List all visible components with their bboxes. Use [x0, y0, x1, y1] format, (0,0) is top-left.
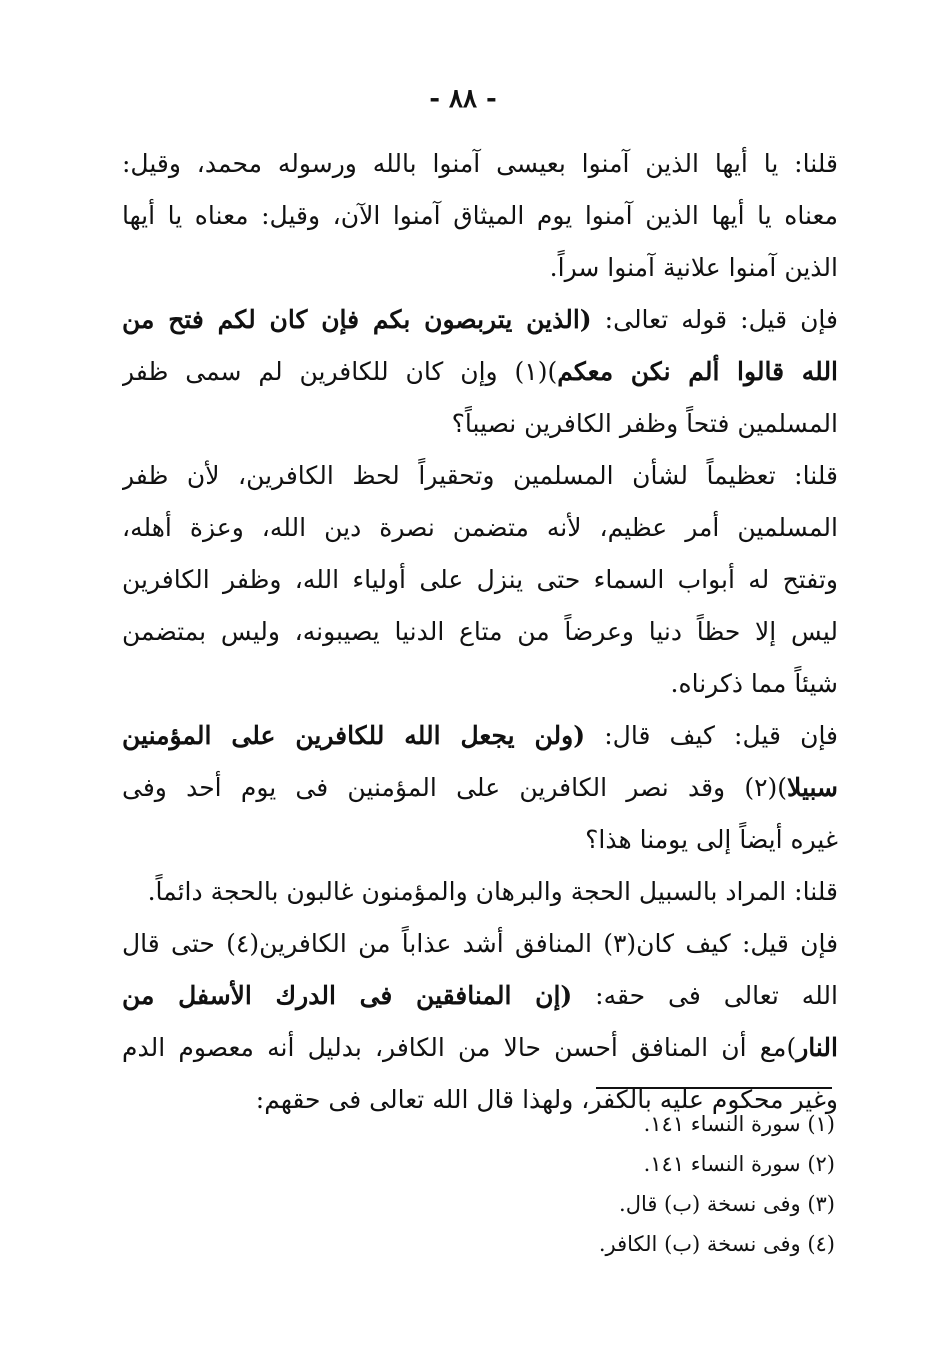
- quran-quote: (إن المنافقين فى الدرك الأسفل من: [122, 981, 573, 1010]
- text-segment: ليس إلا حظاً دنيا وعرضاً من متاع الدنيا يصيبونه، وليس بمتضمن: [122, 617, 838, 646]
- text-segment: قلنا: يا أيها الذين آمنوا بعيسى آمنوا بالله ورسوله محمد، وقيل:: [122, 149, 838, 178]
- paragraph: [122, 918, 838, 1126]
- body-text: [122, 138, 838, 1126]
- text-line: [122, 866, 838, 918]
- text-line: [122, 138, 838, 190]
- paragraph: [122, 138, 838, 294]
- text-line: [122, 554, 838, 606]
- text-line: [122, 450, 838, 502]
- text-segment: غيره أيضاً إلى يومنا هذا؟: [585, 825, 838, 854]
- text-segment: قلنا: المراد بالسبيل الحجة والبرهان والمؤمنون غالبون بالحجة دائماً.: [147, 877, 838, 906]
- quran-quote: الله قالوا ألم نكن معكم: [557, 357, 838, 386]
- paragraph: [122, 866, 838, 918]
- footnote-item: (١) سورة النساء ١٤١.: [643, 1112, 835, 1136]
- quran-quote: النار: [796, 1033, 838, 1062]
- text-line: [122, 1022, 838, 1074]
- text-segment: الله تعالى فى حقه:: [572, 981, 838, 1010]
- page-number: - ٨٨ -: [429, 84, 497, 114]
- text-line: [122, 658, 838, 710]
- quran-quote: (ولن يجعل الله للكافرين على المؤمنين: [122, 721, 586, 750]
- paragraph: [122, 450, 838, 710]
- text-line: [122, 762, 838, 814]
- quran-quote: (الذين يتربصون بكم فإن كان لكم فتح من: [122, 305, 592, 334]
- text-segment: شيئاً مما ذكرناه.: [670, 669, 838, 698]
- footnote-item: (٤) وفى نسخة (ب) الكافر.: [598, 1232, 835, 1256]
- text-segment: معناه يا أيها الذين آمنوا يوم الميثاق آمنوا الآن، وقيل: معناه يا أيها: [122, 201, 838, 230]
- paragraph: [122, 294, 838, 450]
- text-segment: الذين آمنوا علانية آمنوا سراً.: [549, 253, 838, 282]
- text-segment: )(١) وإن كان للكافرين لم سمى ظفر: [122, 357, 558, 386]
- footnote-item: (٢) سورة النساء ١٤١.: [643, 1152, 835, 1176]
- text-line: [122, 190, 838, 242]
- text-line: [122, 346, 838, 398]
- text-segment: المسلمين أمر عظيم، لأنه متضمن نصرة دين الله، وعزة أهله،: [122, 513, 838, 542]
- text-line: [122, 918, 838, 970]
- text-segment: فإن قيل: قوله تعالى:: [591, 305, 838, 334]
- text-segment: وغير محكوم عليه بالكفر، ولهذا قال الله تعالى فى حقهم:: [255, 1085, 838, 1114]
- text-segment: فإن قيل: كيف كان(٣) المنافق أشد عذاباً من الكافرين(٤) حتى قال: [122, 929, 838, 958]
- quran-quote: سبيلا: [787, 773, 838, 802]
- text-line: [122, 606, 838, 658]
- text-line: [122, 398, 838, 450]
- text-segment: قلنا: تعظيماً لشأن المسلمين وتحقيراً لحظ الكافرين، لأن ظفر: [122, 461, 838, 490]
- footnote-divider: [596, 1087, 832, 1089]
- text-line: [122, 242, 838, 294]
- text-line: [122, 970, 838, 1022]
- text-line: [122, 814, 838, 866]
- text-segment: المسلمين فتحاً وظفر الكافرين نصيباً؟: [451, 409, 838, 438]
- text-segment: فإن قيل: كيف قال:: [585, 721, 838, 750]
- text-line: [122, 710, 838, 762]
- text-line: [122, 294, 838, 346]
- footnote-item: (٣) وفى نسخة (ب) قال.: [619, 1192, 835, 1216]
- paragraph: [122, 710, 838, 866]
- text-segment: )(٢) وقد نصر الكافرين على المؤمنين فى يوم أحد وفى: [122, 773, 788, 802]
- text-segment: وتفتح له أبواب السماء حتى ينزل على أولياء الله، وظفر الكافرين: [122, 565, 838, 594]
- text-segment: )مع أن المنافق أحسن حالا من الكافر، بدليل أنه معصوم الدم: [122, 1033, 797, 1062]
- footnotes: [430, 1104, 835, 1264]
- text-line: [122, 502, 838, 554]
